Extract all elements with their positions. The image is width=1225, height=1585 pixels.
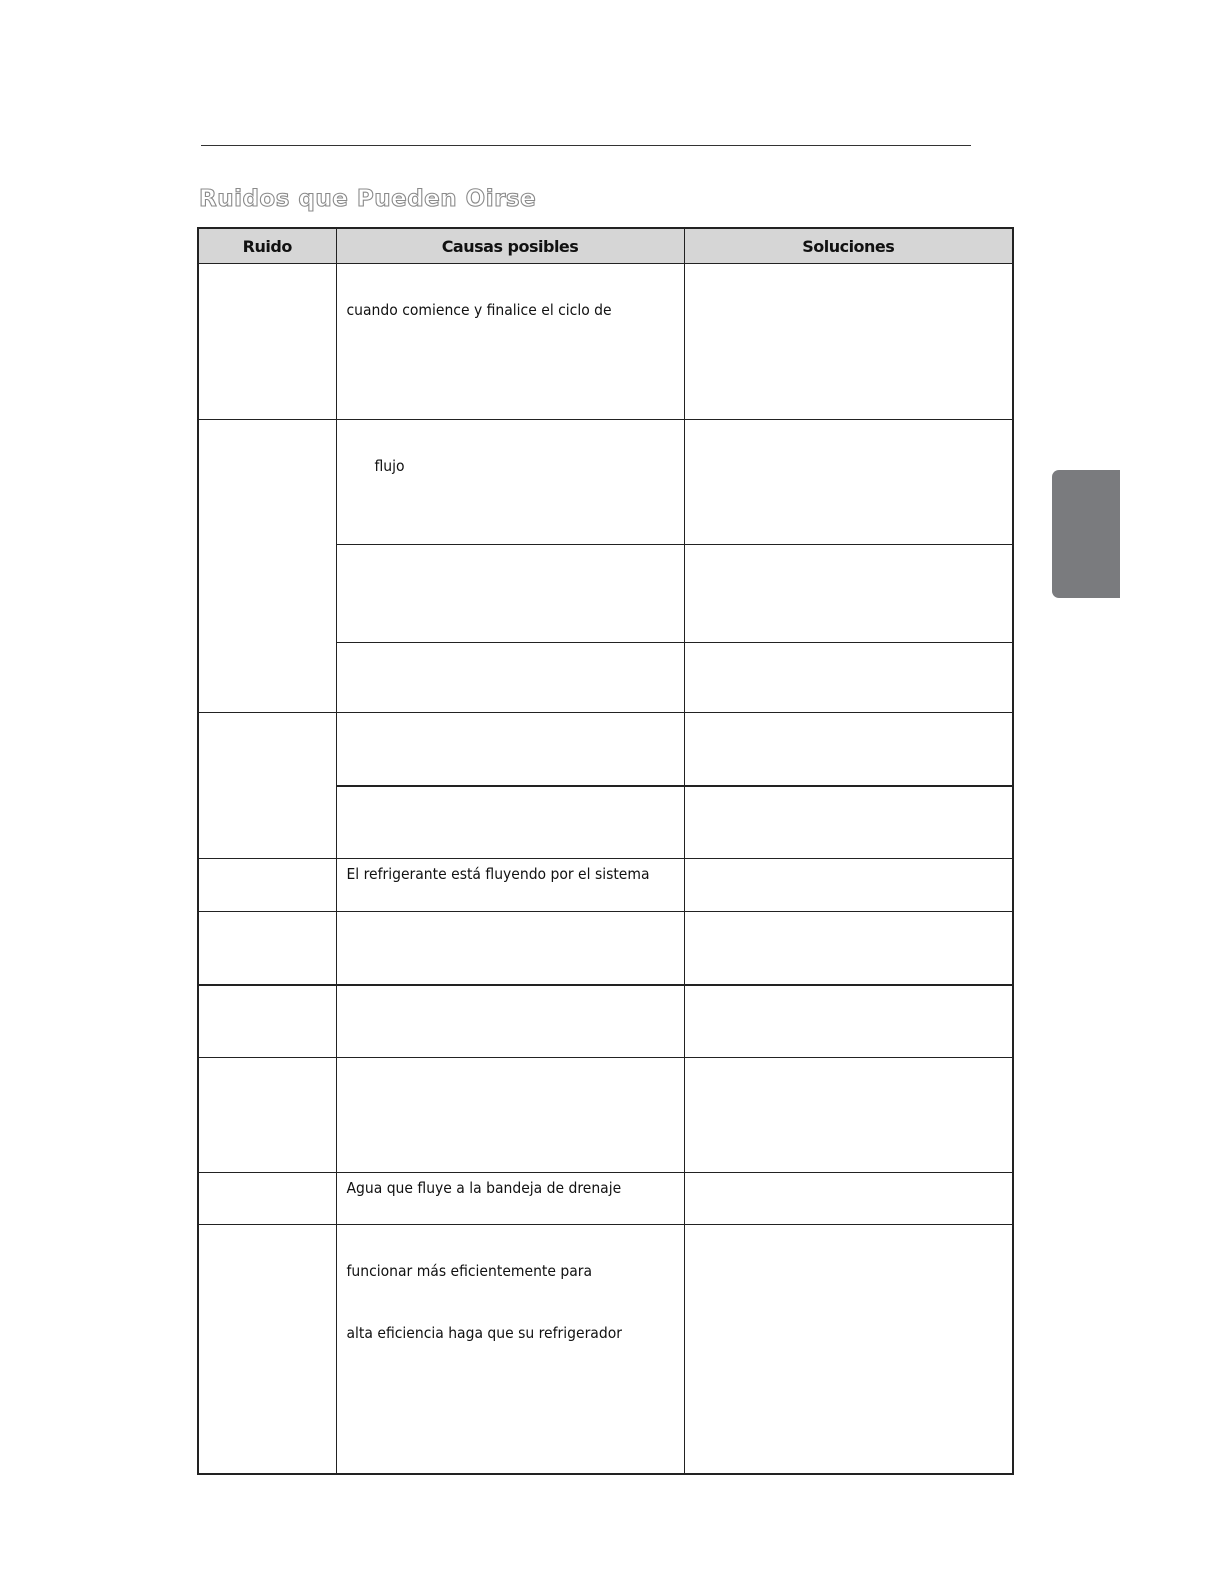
cause-cell — [336, 264, 684, 420]
table-row — [198, 985, 1013, 1058]
noises-table — [197, 227, 1014, 1475]
table-row — [198, 1225, 1013, 1475]
cause-line — [347, 1349, 674, 1380]
cause-line — [347, 1225, 674, 1256]
noise-cell — [198, 713, 336, 859]
noise-cell — [198, 912, 336, 985]
chapter-tab — [1052, 470, 1120, 598]
solution-cell — [684, 912, 1013, 985]
table-row — [198, 713, 1013, 786]
header-ruido: Ruido — [198, 228, 336, 264]
solution-cell — [684, 545, 1013, 643]
table-row — [198, 912, 1013, 985]
cause-line — [347, 1380, 674, 1411]
cause-line — [347, 420, 674, 451]
solution-cell — [684, 643, 1013, 713]
cause-cell — [336, 985, 684, 1058]
header-causas: Causas posibles — [336, 228, 684, 264]
cause-line — [347, 1411, 674, 1442]
table-header-row — [198, 228, 1013, 264]
cause-line — [347, 264, 674, 295]
noise-cell — [198, 264, 336, 420]
noise-cell — [198, 985, 336, 1058]
cause-line — [347, 482, 674, 513]
cause-line — [347, 1442, 674, 1473]
solution-cell — [684, 985, 1013, 1058]
noise-cell — [198, 1225, 336, 1475]
solution-cell — [684, 420, 1013, 545]
cause-line: El refrigerante está fluyendo por el sistema — [346, 865, 650, 883]
cause-cell — [336, 545, 684, 643]
solution-cell — [684, 1173, 1013, 1225]
cause-line — [347, 513, 674, 544]
header-rule — [201, 145, 971, 146]
cause-cell — [336, 713, 684, 786]
noise-cell — [198, 1173, 336, 1225]
cause-cell — [336, 859, 684, 912]
solution-cell — [684, 264, 1013, 420]
cause-line — [347, 388, 674, 419]
cause-cell — [336, 420, 684, 545]
cause-line: cuando comience y finalice el ciclo de — [346, 301, 612, 319]
table-row — [198, 1058, 1013, 1173]
cause-line: flujo — [374, 457, 405, 475]
noise-cell — [198, 420, 336, 713]
cause-cell — [336, 1058, 684, 1173]
noise-cell — [198, 1058, 336, 1173]
cause-cell — [336, 1225, 684, 1475]
cause-cell — [336, 786, 684, 859]
cause-line — [347, 1287, 674, 1318]
cause-cell — [336, 1173, 684, 1225]
solution-cell — [684, 713, 1013, 786]
cause-line: Agua que fluye a la bandeja de drenaje — [346, 1179, 622, 1197]
cause-line: funcionar más eficientemente para — [346, 1262, 593, 1280]
cause-cell — [336, 643, 684, 713]
solution-cell — [684, 1058, 1013, 1173]
solution-cell — [684, 786, 1013, 859]
table-row — [198, 420, 1013, 545]
noise-cell — [198, 859, 336, 912]
cause-line — [347, 326, 674, 357]
header-soluciones: Soluciones — [684, 228, 1013, 264]
solution-cell — [684, 1225, 1013, 1475]
table-row — [198, 264, 1013, 420]
section-title: Ruidos que Pueden Oirse — [199, 186, 537, 212]
table-row — [198, 859, 1013, 912]
cause-line: alta eficiencia haga que su refrigerador — [346, 1324, 622, 1342]
cause-line — [347, 357, 674, 388]
table-row — [198, 1173, 1013, 1225]
cause-cell — [336, 912, 684, 985]
solution-cell — [684, 859, 1013, 912]
